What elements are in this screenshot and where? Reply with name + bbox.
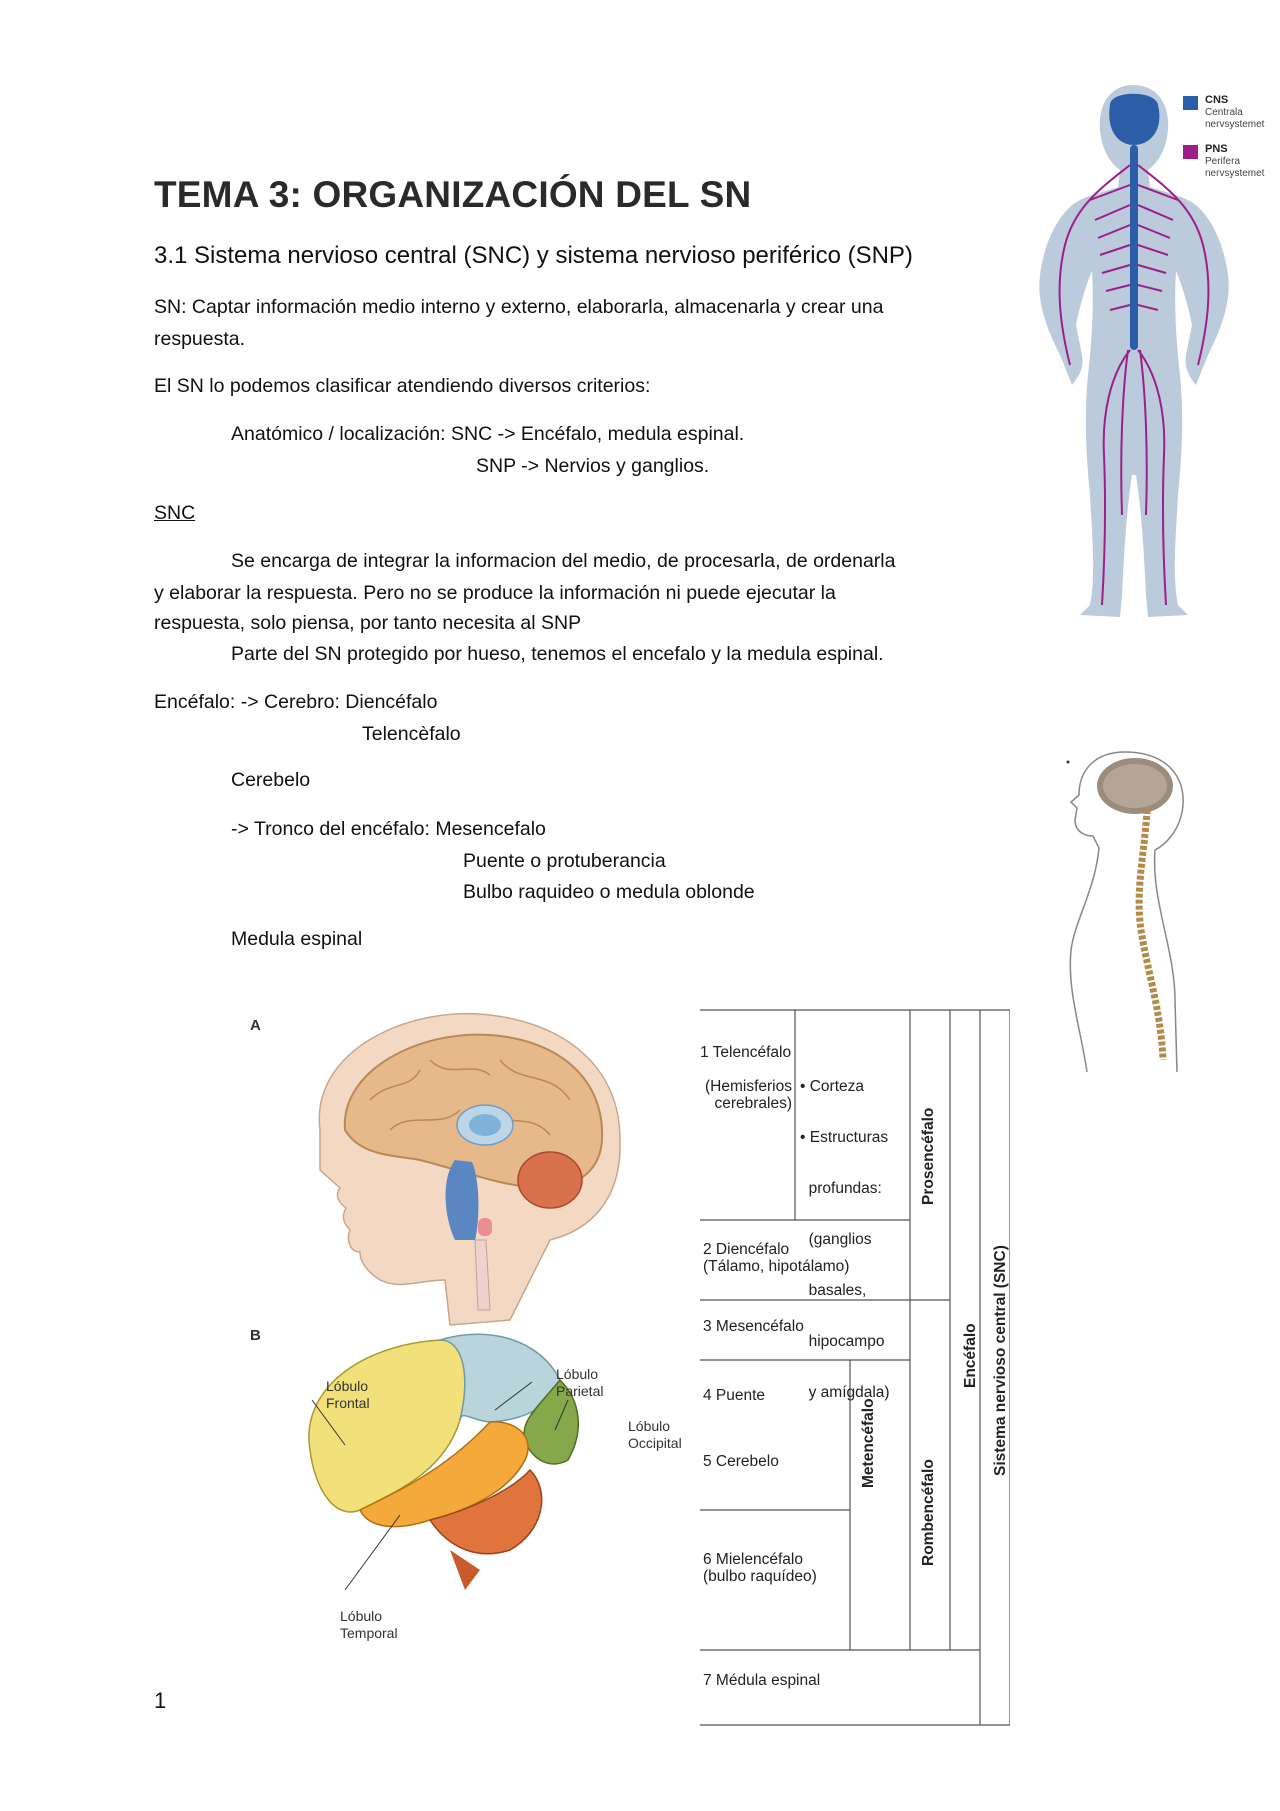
row-puente: 4 Puente xyxy=(703,1387,766,1404)
pns-legend xyxy=(1205,143,1264,180)
criterio-anatomico: Anatómico / localización: SNC -> Encéfalo, medula espinal. xyxy=(231,423,745,445)
cns-legend-line1: Centrala xyxy=(1205,107,1243,118)
structure-item: (ganglios xyxy=(800,1231,872,1248)
encefalo-line1: Encéfalo: -> Cerebro: Diencéfalo xyxy=(154,691,438,713)
structure-item: y amígdala) xyxy=(800,1384,890,1401)
label-parietal-line2: Parietal xyxy=(556,1383,604,1399)
cns-legend-line2: nervsystemet xyxy=(1205,119,1265,130)
row-mesencefalo: 3 Mesencéfalo xyxy=(703,1318,804,1335)
encefalo-line5: Puente o protuberancia xyxy=(463,850,666,872)
pns-legend-line1: Perifera xyxy=(1205,156,1241,167)
label-parietal-line1: Lóbulo xyxy=(556,1366,599,1382)
label-lobulo-parietal xyxy=(556,1366,603,1400)
structure-item: profundas: xyxy=(800,1180,882,1197)
label-frontal-line1: Lóbulo xyxy=(326,1378,369,1394)
structure-item: hipocampo xyxy=(800,1333,885,1350)
pns-legend-line2: nervsystemet xyxy=(1205,168,1265,179)
figure-label-b: B xyxy=(250,1327,261,1344)
figure-label-a: A xyxy=(250,1017,261,1034)
brain-spine-profile-illustration xyxy=(1065,750,1195,1075)
row-mielencefalo xyxy=(703,1551,817,1585)
snc-text-line4: Parte del SN protegido por hueso, tenemos el encefalo y la medula espinal. xyxy=(231,643,884,665)
encefalo-line7: Medula espinal xyxy=(231,928,363,950)
paragraph-criterios: El SN lo podemos clasificar atendiendo diversos criterios: xyxy=(154,375,651,397)
encefalo-line4: -> Tronco del encéfalo: Mesencefalo xyxy=(231,818,546,840)
vertical-prosencefalo: Prosencéfalo xyxy=(920,1107,937,1205)
page-number: 1 xyxy=(154,1688,167,1713)
row-mielencefalo-line2: (bulbo raquídeo) xyxy=(703,1568,817,1585)
snc-text-line2: y elaborar la respuesta. Pero no se produce la información ni puede ejecutar la xyxy=(154,582,836,604)
cns-legend-swatch xyxy=(1183,96,1198,110)
pns-legend-abbr: PNS xyxy=(1205,143,1228,155)
label-occipital-line2: Occipital xyxy=(628,1435,682,1451)
vertical-encefalo: Encéfalo xyxy=(962,1323,979,1388)
structure-item: • Estructuras xyxy=(800,1129,889,1146)
label-lobulo-frontal xyxy=(326,1378,370,1412)
label-frontal-line2: Frontal xyxy=(326,1395,370,1411)
row-telencefalo-structures xyxy=(800,1044,890,1418)
encefalo-line6: Bulbo raquideo o medula oblonde xyxy=(463,881,755,903)
cns-legend-abbr: CNS xyxy=(1205,94,1229,106)
row-diencefalo-line1: 2 Diencéfalo xyxy=(703,1241,790,1258)
label-lobulo-occipital xyxy=(628,1418,682,1452)
label-temporal-line2: Temporal xyxy=(340,1625,398,1641)
label-temporal-line1: Lóbulo xyxy=(340,1608,383,1624)
row-telencefalo-sub xyxy=(700,1078,792,1112)
vertical-metencefalo: Metencéfalo xyxy=(860,1398,877,1488)
snc-text-line1: Se encarga de integrar la informacion del medio, de procesarla, de ordenarla xyxy=(231,550,896,572)
criterio-snp: SNP -> Nervios y ganglios. xyxy=(476,455,710,477)
structure-item: • Corteza xyxy=(800,1078,865,1095)
section-subtitle: 3.1 Sistema nervioso central (SNC) y sistema nervioso periférico (SNP) xyxy=(154,242,913,269)
structure-item: basales, xyxy=(800,1282,867,1299)
encefalo-line2: Telencèfalo xyxy=(362,723,461,745)
paragraph-sn-line1: SN: Captar información medio interno y externo, elaborarla, almacenarla y crear una xyxy=(154,296,884,318)
snc-text-line3: respuesta, solo piensa, por tanto necesita al SNP xyxy=(154,612,582,634)
row-telencefalo-sub-line2: cerebrales) xyxy=(714,1095,792,1112)
row-medula-espinal: 7 Médula espinal xyxy=(703,1672,821,1689)
page-title: TEMA 3: ORGANIZACIÓN DEL SN xyxy=(154,174,752,215)
encefalo-line3: Cerebelo xyxy=(231,769,311,791)
brain-anatomy-figure xyxy=(250,990,710,1710)
vertical-snc: Sistema nervioso central (SNC) xyxy=(992,1245,1009,1476)
pns-legend-swatch xyxy=(1183,145,1198,159)
row-diencefalo-line2: (Tálamo, hipotálamo) xyxy=(703,1258,850,1275)
paragraph-sn-line2: respuesta. xyxy=(154,328,246,350)
label-occipital-line1: Lóbulo xyxy=(628,1418,671,1434)
snc-heading: SNC xyxy=(154,502,196,524)
cns-legend xyxy=(1205,94,1264,131)
row-cerebelo: 5 Cerebelo xyxy=(703,1453,779,1470)
row-mielencefalo-line1: 6 Mielencéfalo xyxy=(703,1551,803,1568)
label-lobulo-temporal xyxy=(340,1608,398,1642)
row-telencefalo-sub-line1: (Hemisferios xyxy=(705,1078,792,1095)
vertical-rombencefalo: Rombencéfalo xyxy=(920,1459,937,1566)
row-diencefalo xyxy=(703,1241,849,1275)
row-telencefalo: 1 Telencéfalo xyxy=(700,1044,792,1061)
